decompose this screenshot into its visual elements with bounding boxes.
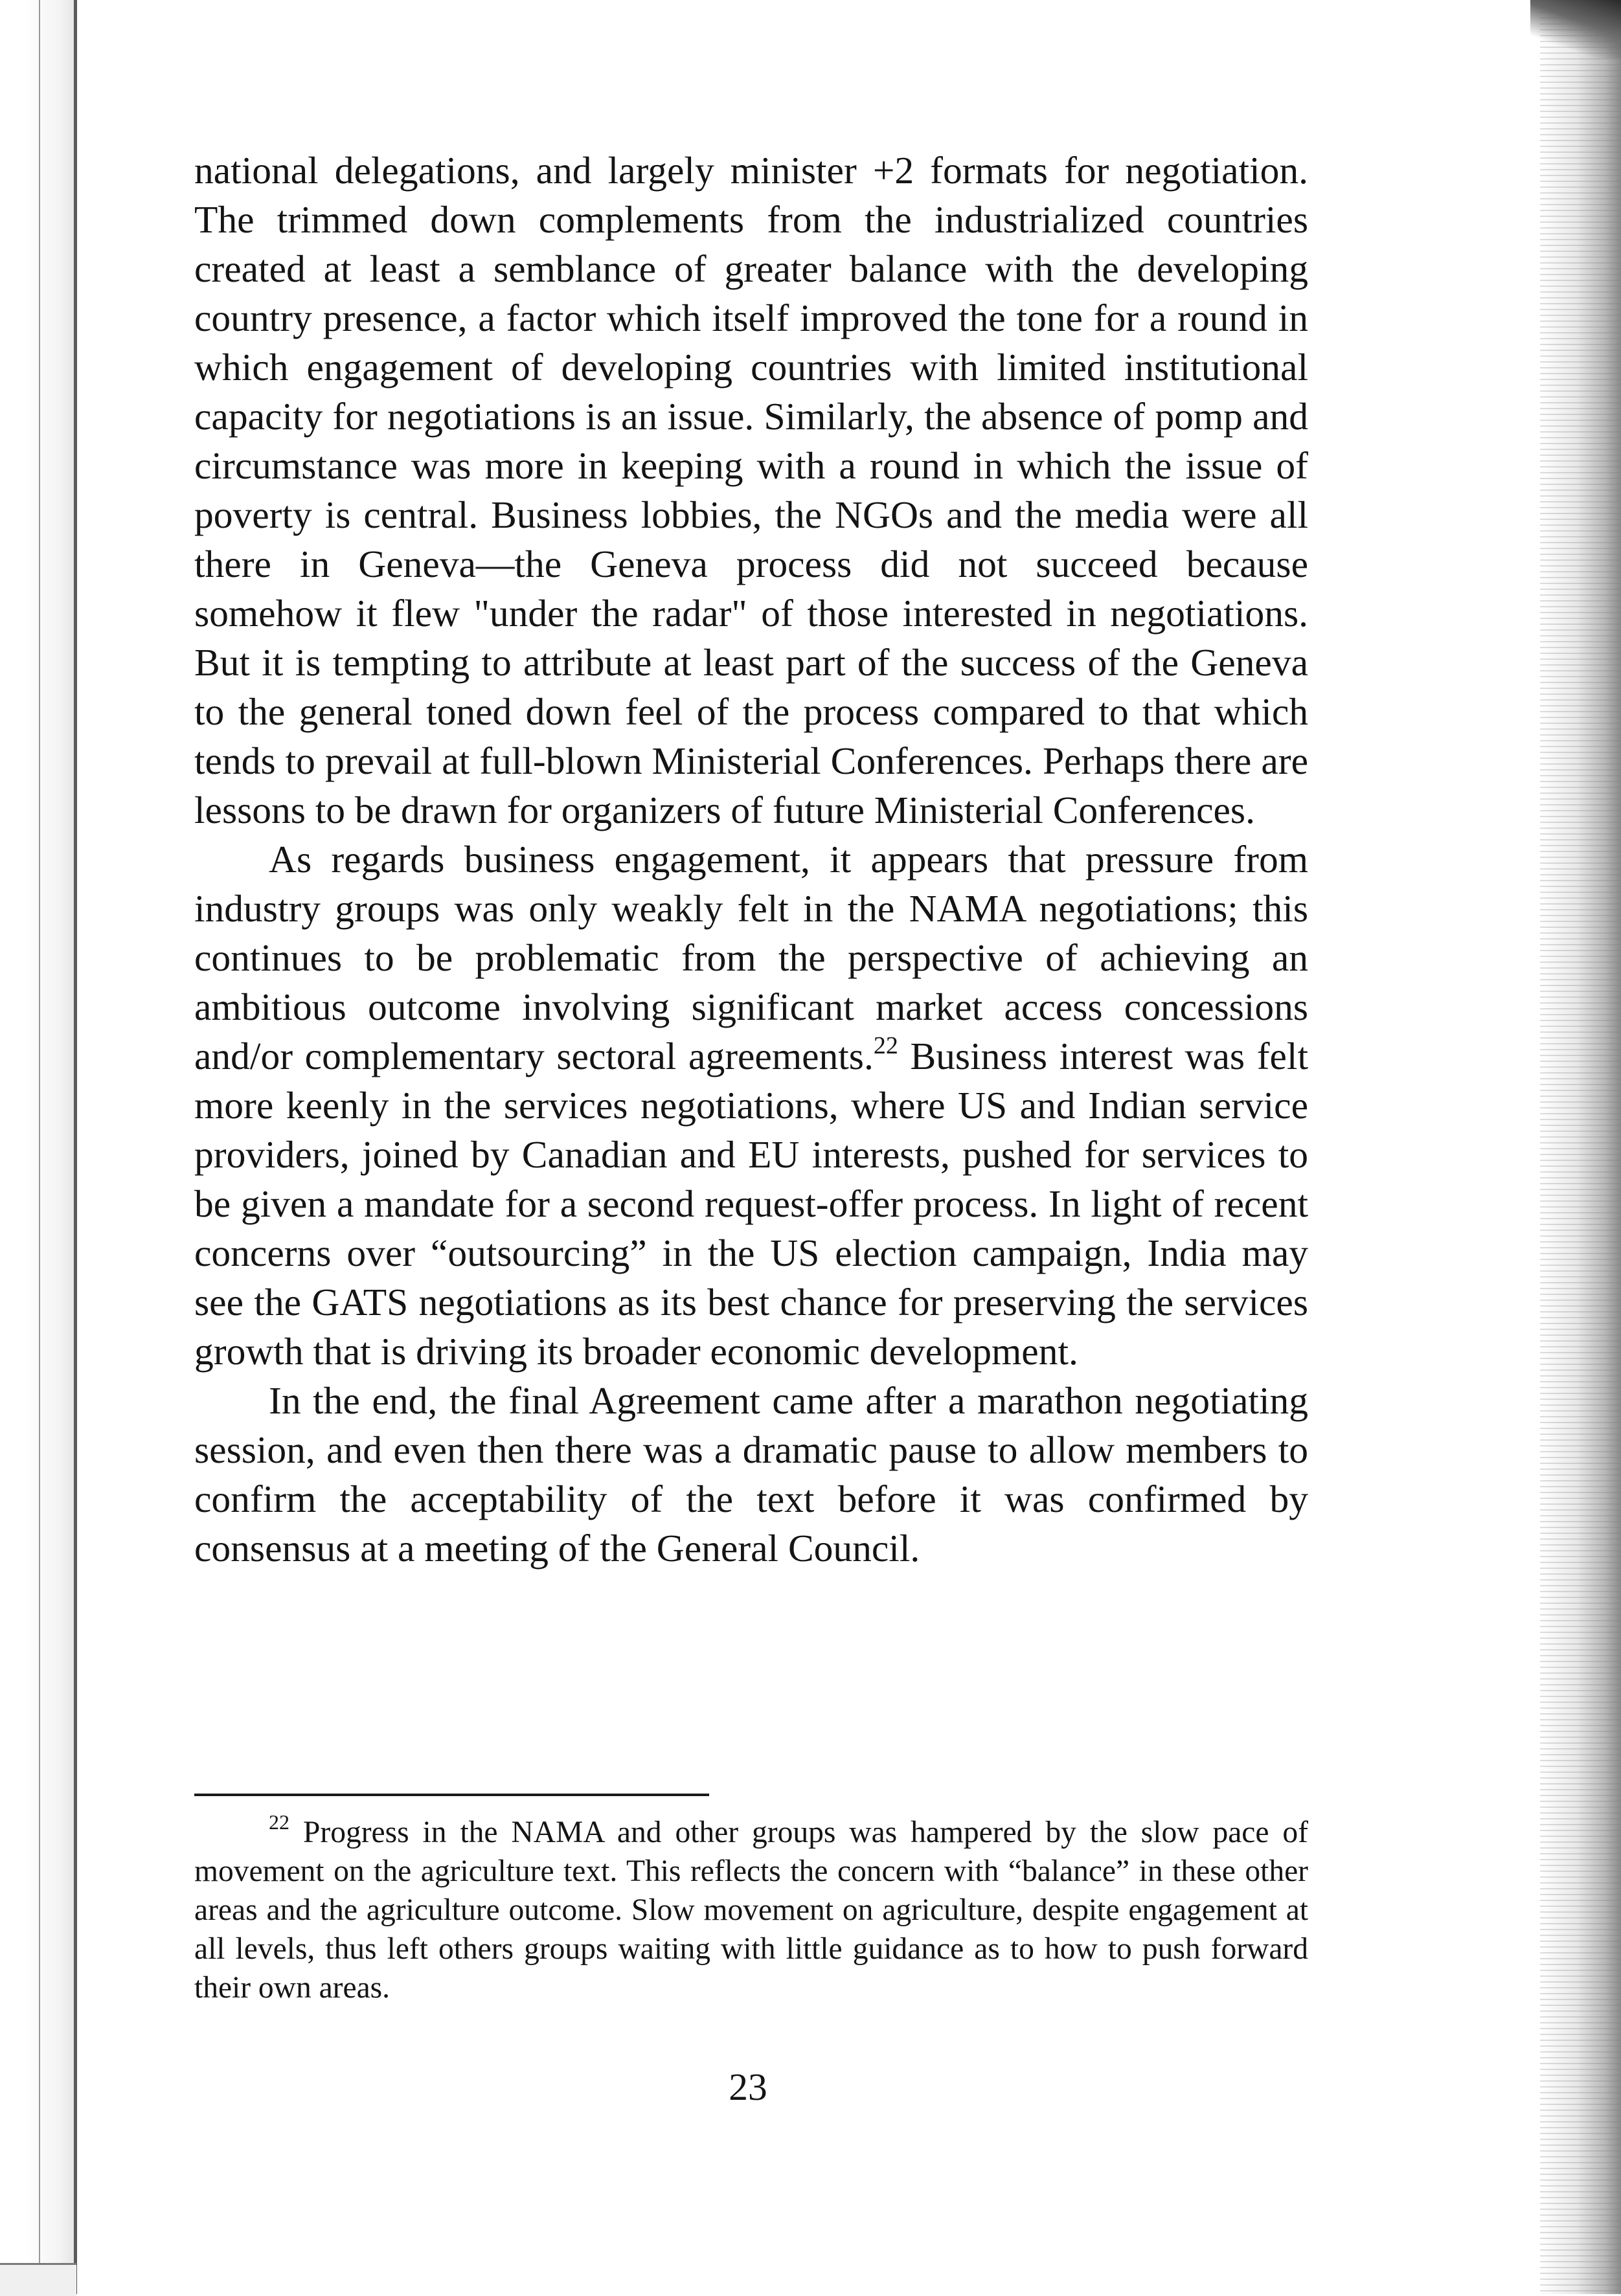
paragraph: In the end, the final Agreement came after a marathon negotiating session, and even then there was a dramatic pause to allow members to confirm the acceptability of the text before it was confirmed by consensus at a meeting of the General Council. (194, 1379, 1308, 1570)
footnote-reference[interactable]: 22 (873, 1032, 898, 1059)
footnote-number: 22 (269, 1810, 289, 1834)
footnote-divider (194, 1794, 709, 1796)
body-text (194, 146, 1308, 1573)
paragraph-text-continued: Business interest was felt more keenly in the services negotiations, where US and Indian service providers, joined by Canadian and EU interests, pushed for services to be given a mandate for a second request-offer process. In light of recent concerns over “outsourcing” in the US election campaign, India may see the GATS negotiations as its best chance for preserving the services growth that is driving its broader economic development. (194, 1035, 1308, 1373)
scan-bottom-corner (0, 2263, 76, 2296)
scan-right-edge (1540, 0, 1621, 2294)
paragraph-text: As regards business engagement, it appears that pressure from industry groups was only weakly felt in the NAMA negotiations; this continues to be problematic from the perspective of achieving an ambitious outcome involving significant market access concessions and/or complementary sectoral agreements. (194, 838, 1308, 1077)
scan-left-edge (26, 0, 77, 2294)
scan-right-edge-shadow (1530, 0, 1621, 58)
page-number: 23 (729, 2065, 767, 2108)
footnote-text: Progress in the NAMA and other groups was hampered by the slow pace of movement on the agriculture text. This reflects the concern with “balance” in these other areas and the agriculture outcome. Slow movement on agriculture, despite engagement at all levels, thus left others groups waiting with little guidance as to how to push forward their own areas. (194, 1816, 1309, 2005)
scan-left-edge-line (39, 0, 40, 2294)
footnote (194, 1810, 1309, 2007)
paragraph: national delegations, and largely minister +2 formats for negotiation. The trimmed down complements from the industrialized countries created at least a semblance of greater balance with the developing country presence, a factor which itself improved the tone for a round in which engagement of developing countries with limited institutional capacity for negotiations is an issue. Similarly, the absence of pomp and circumstance was more in keeping with a round in which the issue of poverty is central. Business lobbies, the NGOs and the media were all there in Geneva—the Geneva process did not succeed because somehow it flew "under the radar" of those interested in negotiations. But it is tempting to attribute at least part of the success of the Geneva to the general toned down feel of the process compared to that which tends to prevail at full-blown Ministerial Conferences. Perhaps there are lessons to be drawn for organizers of future Ministerial Conferences. (194, 149, 1308, 831)
paragraph (194, 835, 1308, 1376)
